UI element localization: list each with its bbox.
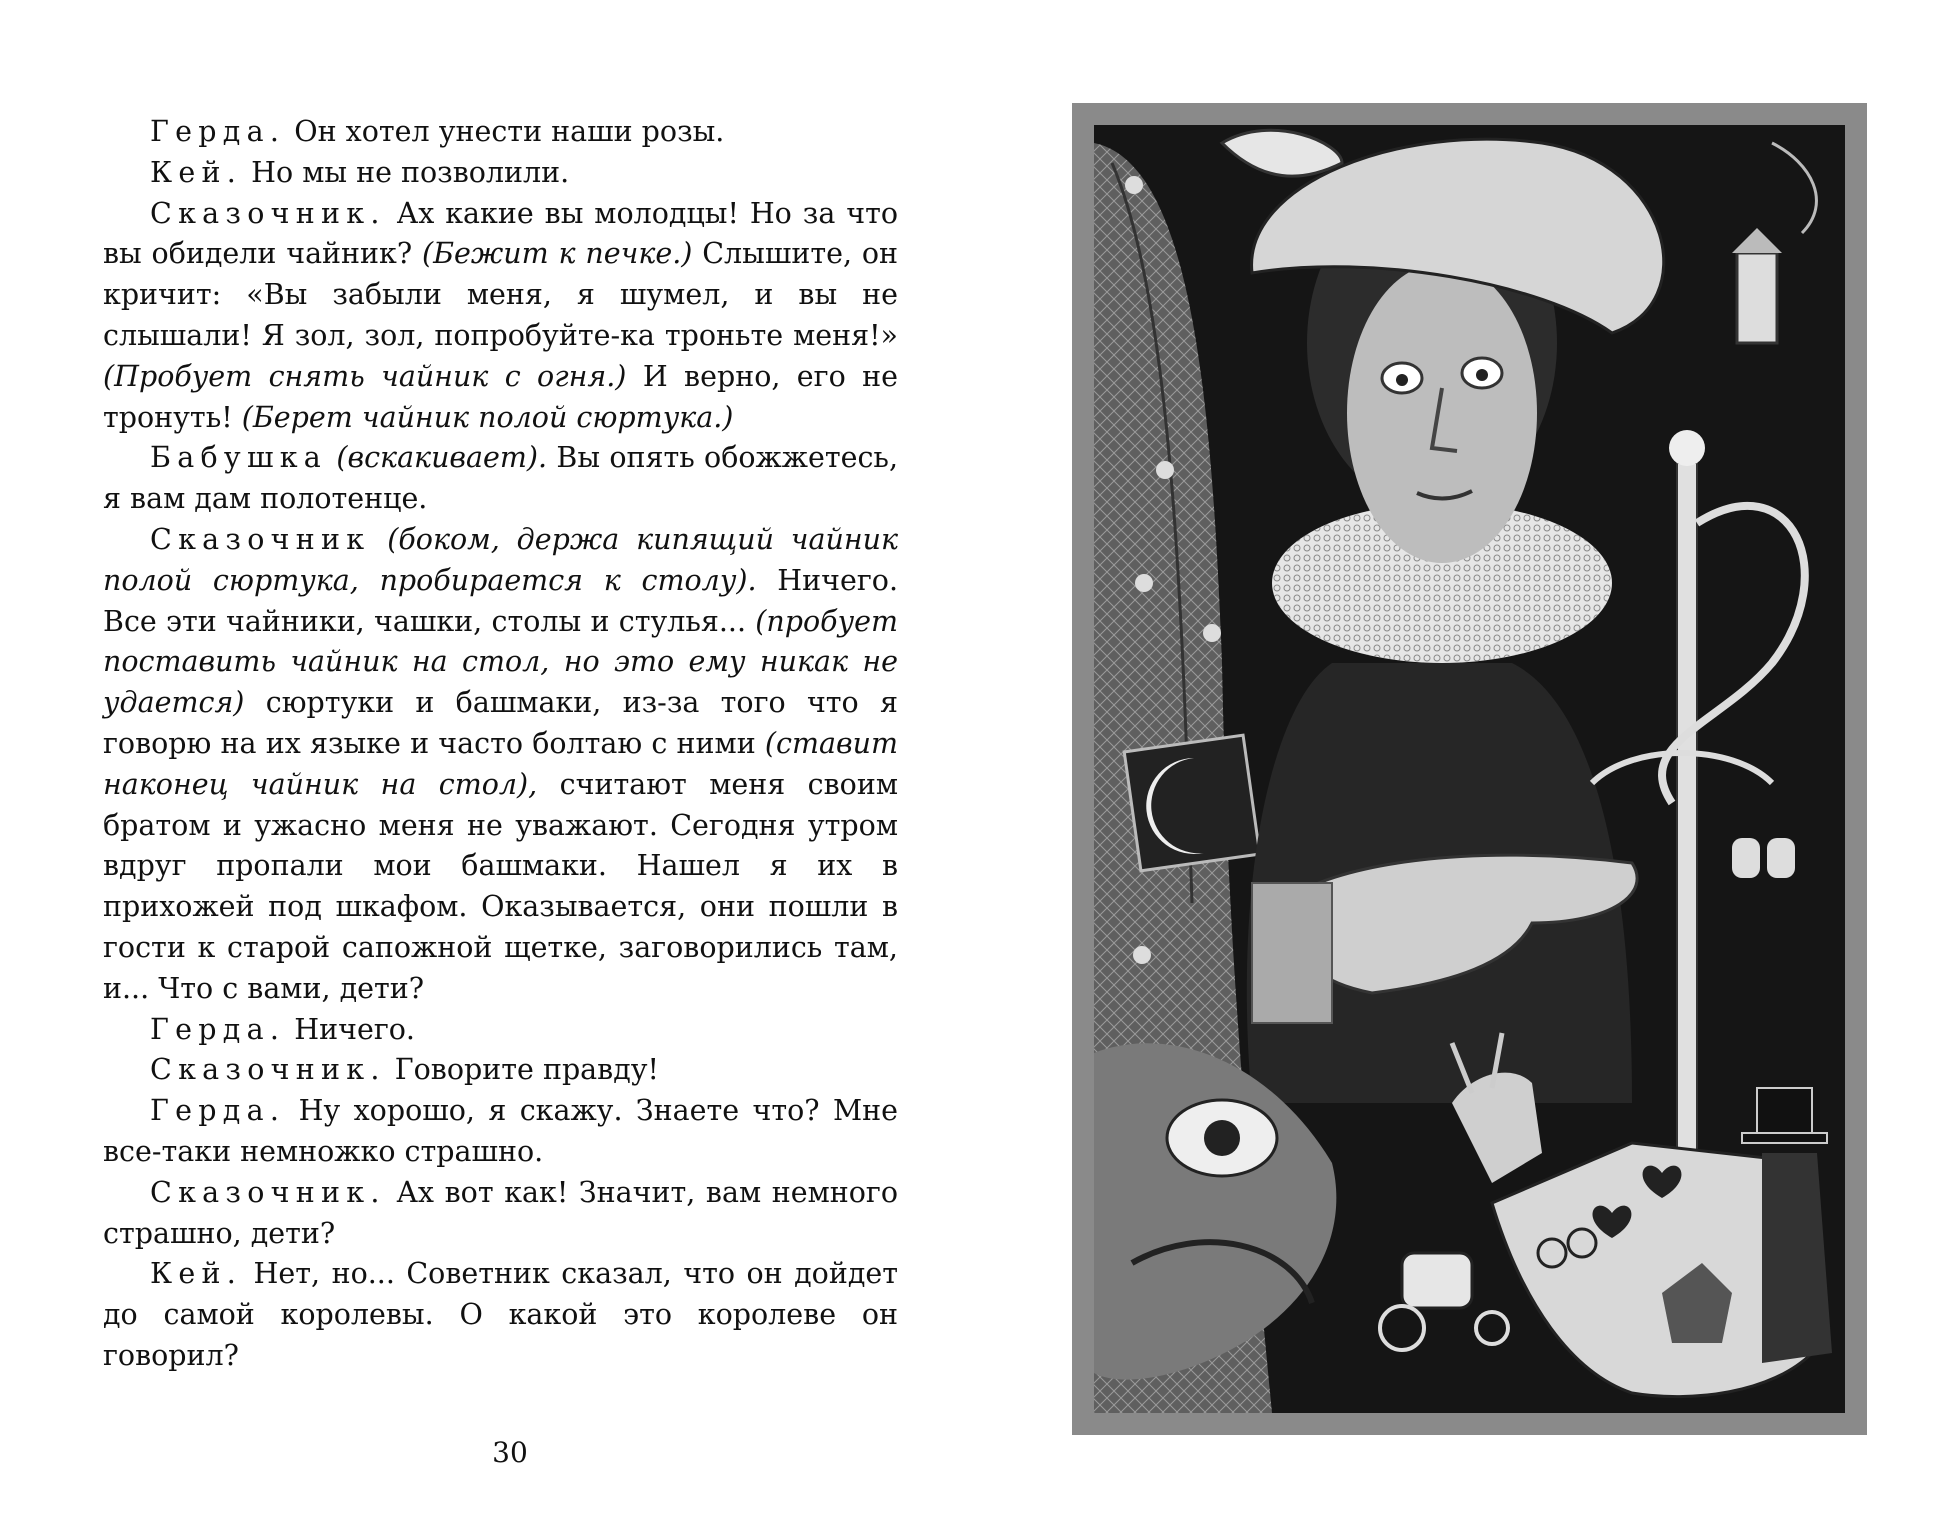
dialogue-line [103, 438, 898, 520]
line-text: И верно, его не тронуть! [103, 359, 899, 434]
line-text: Ну хорошо, я скажу. Знаете что? Мне все-таки немножко страшно. [103, 1094, 899, 1168]
dialogue-line [103, 1050, 898, 1091]
speaker: Сказочник. [150, 196, 386, 230]
line-text: сюртуки и башмаки, из-за того что я говорю на их языке и часто болтаю с ними [103, 686, 898, 760]
storyteller-illustration [1072, 103, 1867, 1435]
speaker: Герда. [150, 1094, 286, 1128]
dialogue-line [103, 194, 898, 439]
dialogue-line [103, 112, 898, 153]
dialogue-line [103, 1010, 898, 1051]
speaker: Сказочник. [150, 1175, 386, 1209]
speaker: Бабушка [150, 441, 328, 475]
speaker: Сказочник [150, 522, 371, 556]
line-text: Вы опять обожжетесь, я вам дам полотенце. [103, 441, 898, 516]
line-text: Ничего. Все эти чайники, чашки, столы и стулья... [103, 563, 899, 638]
line-text: Ничего. [294, 1012, 415, 1046]
line-text: Нет, но... Советник сказал, что он дойдет до самой королевы. О какой это королеве он говорил? [103, 1257, 899, 1372]
line-text: считают меня своим братом и ужасно меня не уважают. Сегодня утром вдруг пропали мои башмаки. Нашел я их в прихожей под шкафом. Оказывается, они пошли в гости к старой сапожной щетке, заговорились там, и... Что с вами, дети? [103, 767, 898, 1005]
speaker: Герда. [150, 115, 286, 148]
stage-direction: (ставит наконец чайник на стол), [103, 726, 898, 801]
dialogue-line [103, 153, 898, 194]
stage-direction: (Бежит к печке.) [421, 237, 693, 271]
line-text: Ах какие вы молодцы! Но за что вы обидели чайник? [103, 196, 899, 271]
stage-direction: (Берет чайник полой сюртука.) [241, 400, 734, 434]
dialogue-line [103, 1091, 898, 1173]
stage-direction: (боком, держа кипящий чайник полой сюртука, пробирается к столу). [103, 522, 899, 597]
stage-direction: (вскакивает). [336, 441, 548, 475]
line-text: Слышите, он кричит: «Вы забыли меня, я шумел, и вы не слышали! Я зол, зол, попробуйте-ка троньте меня!» [103, 237, 899, 352]
line-text: Он хотел унести наши розы. [294, 115, 725, 148]
line-text: Ах вот как! Значит, вам немного страшно, дети? [103, 1175, 898, 1250]
speaker: Кей. [150, 1257, 243, 1291]
dialogue-line [103, 1173, 898, 1255]
speaker: Кей. [150, 155, 243, 189]
line-text: Но мы не позволили. [251, 155, 570, 189]
speaker: Герда. [150, 1012, 286, 1046]
dialogue-line [103, 520, 898, 1010]
stage-direction: (Пробует снять чайник с огня.) [103, 359, 627, 393]
stage-direction: (пробует поставить чайник на стол, но это ему никак не удается) [103, 604, 898, 720]
dialogue-line [103, 1254, 898, 1376]
speaker: Сказочник. [150, 1053, 386, 1087]
play-text [103, 112, 898, 1377]
moon-icon [1124, 735, 1260, 871]
page-number: 30 [492, 1436, 528, 1469]
line-text: Говорите правду! [394, 1053, 659, 1087]
